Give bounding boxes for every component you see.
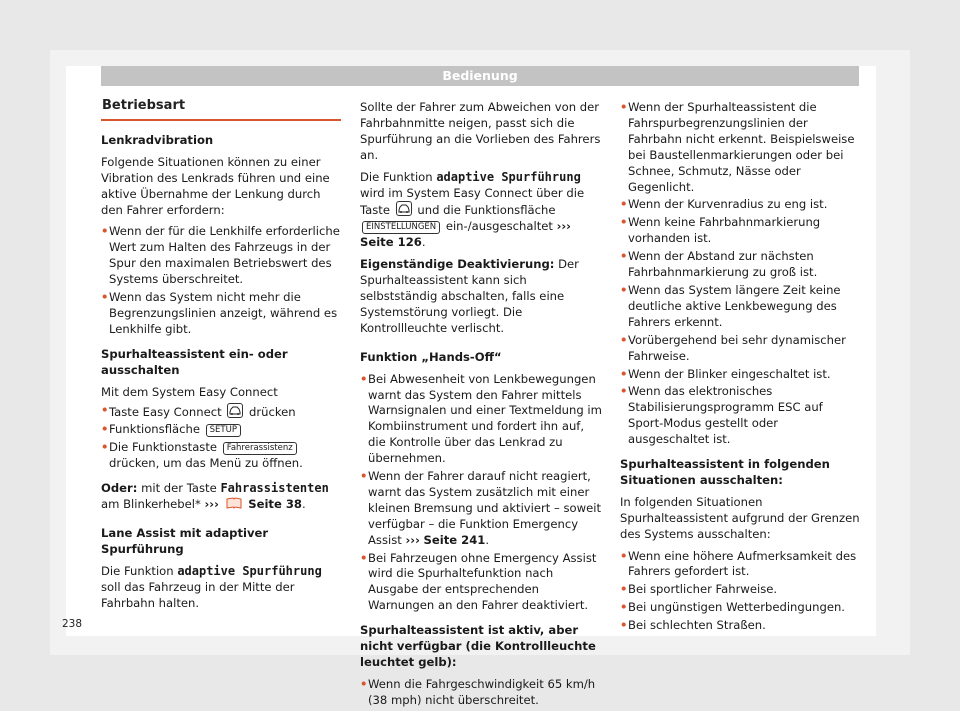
bullet-icon: • — [101, 402, 109, 417]
chapter-header: Bedienung — [101, 66, 859, 86]
paragraph-deactivation: Eigenständige Deaktivierung: Der Spurhalteassistent kann sich selbstständig abschalten, falls eine Systemstörung vorliegt. Die Kontrollleuchte verlischt. — [360, 257, 579, 335]
bullet-icon: • — [620, 332, 628, 347]
bullet-icon: • — [101, 290, 109, 305]
setup-key: SETUP — [206, 424, 241, 437]
heading-lane-assist: Lane Assist mit adaptiver Spurführung — [101, 525, 269, 556]
paragraph-switch: Die Funktion adaptive Spurführung wird im System Easy Connect über die Taste und die Funktionsfläche EINSTELLUNGEN ein-/ausgeschaltet ››› Seite 126. — [360, 169, 585, 250]
book-icon — [225, 497, 243, 509]
bullet-icon: • — [101, 422, 109, 437]
list-item: • Wenn eine höhere Aufmerksamkeit des Fahrers gefordert ist. — [620, 548, 857, 579]
bullet-icon: • — [620, 215, 628, 230]
bullet-icon: • — [620, 582, 628, 597]
heading-lenkradvibration: Lenkradvibration — [101, 132, 214, 147]
list-item: • Wenn keine Fahrbahnmarkierung vorhanden ist. — [620, 215, 821, 246]
page-number: 238 — [62, 618, 83, 630]
fahrerassistenz-key: Fahrerassistenz — [223, 442, 297, 455]
heading-onoff: Spurhalteassistent ein- oder ausschalten — [101, 346, 288, 377]
list-item: • Wenn der Fahrer darauf nicht reagiert, warnt das System zusätzlich mit einer kleinen Bremsung und aktiviert – soweit verfügbar – die Funktion Emergency Assist ››› Seite 241. — [360, 469, 602, 547]
list-item: • Wenn der Blinker eingeschaltet ist. — [620, 366, 831, 381]
bullet-icon: • — [101, 440, 109, 455]
list-item: • Wenn das System längere Zeit keine deutliche aktive Lenkbewegung des Fahrers erkennt. — [620, 282, 841, 329]
bullet-icon: • — [620, 548, 628, 563]
list-item: • Bei Abwesenheit von Lenkbewegungen warnt das System den Fahrer mittels Warnsignalen und einer Textmeldung im Kombiinstrument und fordert ihn auf, die Kontrolle über das Lenkrad zu übernehmen. — [360, 371, 602, 466]
paragraph-lane: Die Funktion adaptive Spurführung soll das Fahrzeug in der Mitte der Fahrbahn halten. — [101, 563, 322, 610]
bullet-icon: • — [360, 676, 368, 691]
page-ref[interactable]: Seite 126 — [360, 235, 422, 250]
list-item: • Wenn der Kurvenradius zu eng ist. — [620, 197, 828, 212]
list-item: • Wenn der für die Lenkhilfe erforderliche Wert zum Halten des Fahrzeugs in der Spur den maximalen Betriebswert des Systems überschreitet. — [101, 224, 340, 287]
paragraph-menu: Mit dem System Easy Connect — [101, 384, 278, 399]
heading-switch-off: Spurhalteassistent in folgenden Situationen ausschalten: — [620, 457, 830, 487]
paragraph-oder: Oder: mit der Taste Fahrassistenten am Blinkerhebel* ››› Seite 38. — [101, 481, 329, 512]
list-item: • Funktionsfläche SETUP — [101, 422, 341, 438]
heading-hands-off: Funktion „Hands-Off“ — [360, 349, 502, 364]
bullet-icon: • — [360, 469, 368, 484]
car-key-icon — [396, 201, 412, 216]
bullet-icon: • — [360, 550, 368, 565]
heading-active-unavailable: Spurhalteassistent ist aktiv, aber nicht verfügbar (die Kontrollleuchte leuchtet gelb): — [360, 623, 596, 669]
list-item: • Wenn der Spurhalteassistent die Fahrspurbegrenzungslinien der Fahrbahn nicht erkennt. Beispielsweise bei Baustellenmarkierungen oder bei Schnee, Schmutz, Nässe oder Gegenlicht. — [620, 100, 855, 194]
list-item: • Taste Easy Connect drücken — [101, 402, 296, 419]
bullet-icon: • — [620, 100, 628, 114]
column-3 — [620, 100, 860, 636]
bullet-icon: • — [620, 384, 628, 399]
bullet-icon: • — [620, 618, 628, 633]
bullet-icon: • — [620, 600, 628, 615]
page-ref[interactable]: Seite 38 — [248, 497, 302, 512]
paragraph-vibration: Folgende Situationen können zu einer Vibration des Lenkrads führen und eine aktive Übernahme der Lenkung durch den Fahrer erfordern: — [101, 154, 330, 217]
bullet-icon: • — [620, 366, 628, 381]
list-item: • Bei Fahrzeugen ohne Emergency Assist wird die Spurhaltefunktion nach Ausgabe der entsprechenden Warnungen an den Fahrer deaktiviert. — [360, 550, 597, 613]
list-item: • Bei ungünstigen Wetterbedingungen. — [620, 600, 845, 615]
bullet-icon: • — [620, 249, 628, 264]
column-2 — [360, 100, 604, 711]
bullet-icon: • — [360, 371, 368, 386]
list-item: • Bei schlechten Straßen. — [620, 618, 766, 633]
einstellungen-key: EINSTELLUNGEN — [362, 221, 440, 234]
list-item: • Vorübergehend bei sehr dynamischer Fahrweise. — [620, 332, 846, 363]
section-title: Betriebsart — [101, 98, 341, 121]
list-item: • Bei sportlicher Fahrweise. — [620, 582, 778, 597]
bullet-icon: • — [101, 224, 109, 239]
car-key-icon — [227, 403, 243, 418]
list-item: • Wenn das System nicht mehr die Begrenzungslinien anzeigt, während es Lenkhilfe gibt. — [101, 290, 338, 336]
list-item: • Wenn der Abstand zur nächsten Fahrbahnmarkierung zu groß ist. — [620, 249, 818, 280]
bullet-icon: • — [620, 197, 628, 212]
list-item: • Wenn das elektronisches Stabilisierungsprogramm ESC auf Sport-Modus gestellt oder ausgeschaltet ist. — [620, 384, 823, 447]
list-item: • Wenn die Fahrgeschwindigkeit 65 km/h (38 mph) nicht überschreitet. — [360, 676, 596, 707]
list-item: • Die Funktionstaste Fahrerassistenz drücken, um das Menü zu öffnen. — [101, 440, 303, 471]
paragraph-switch-off: In folgenden Situationen Spurhalteassistent aufgrund der Grenzen des Systems ausschalten: — [620, 494, 860, 541]
column-1 — [101, 98, 341, 617]
page-ref[interactable]: Seite 241 — [423, 532, 486, 547]
paragraph-adaptation: Sollte der Fahrer zum Abweichen von der Fahrbahnmitte neigen, passt sich die Spurführung an die Vorlieben des Fahrers an. — [360, 100, 601, 162]
bullet-icon: • — [620, 282, 628, 297]
